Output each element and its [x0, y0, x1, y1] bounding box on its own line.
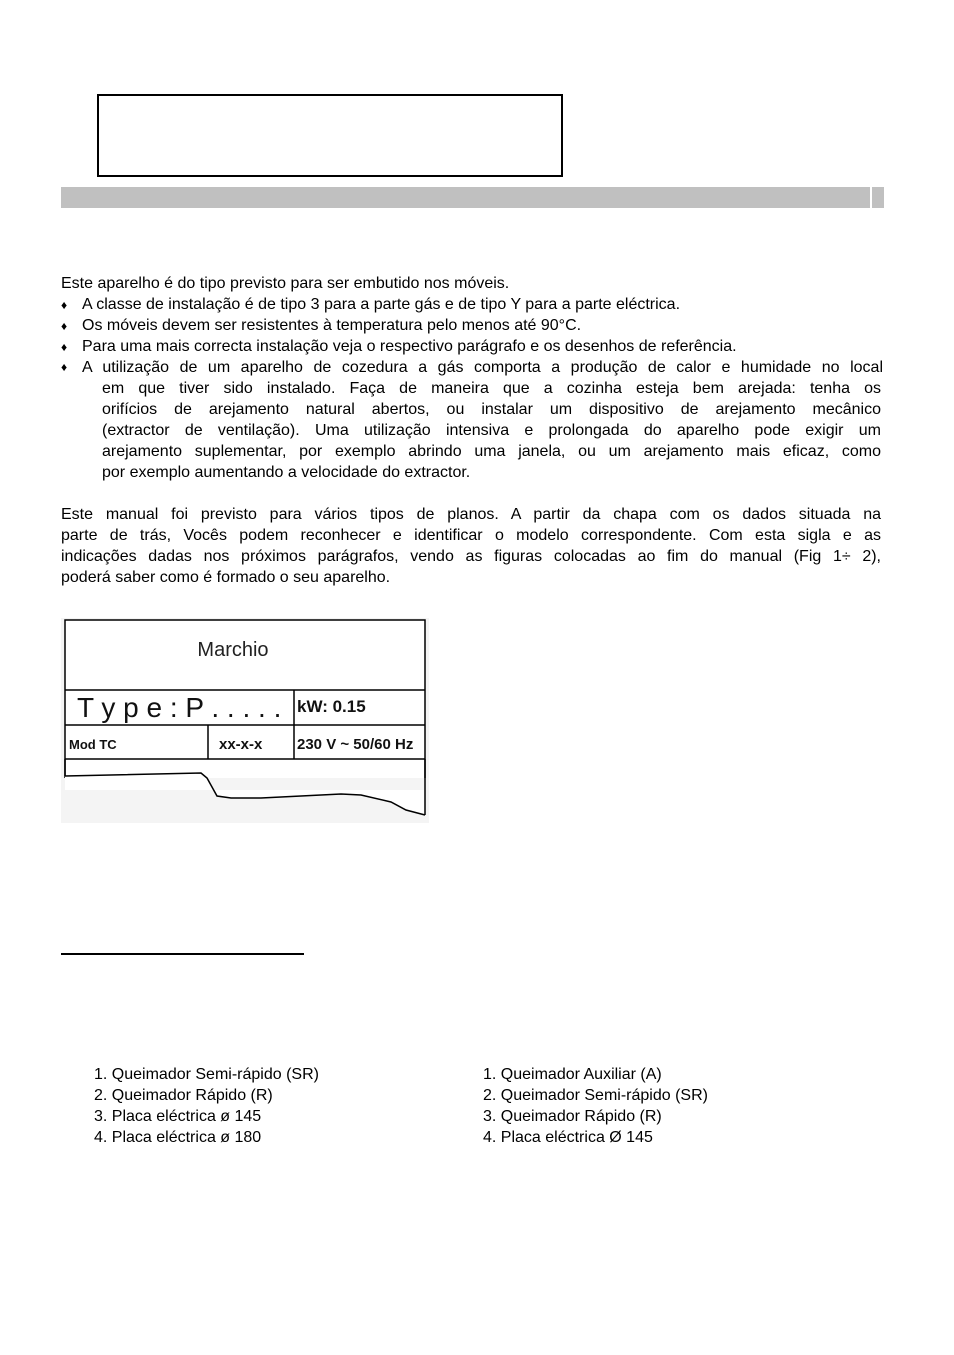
manual-paragraph-line: Este manual foi previsto para vários tipos de planos. A partir da chapa com os dados situada na — [61, 506, 881, 523]
diamond-bullet-icon: ♦ — [61, 319, 68, 333]
manual-paragraph-line: parte de trás, Vocês podem reconhecer e identificar o modelo correspondente. Com esta sigla e as — [61, 527, 881, 544]
list-item: 4. Placa eléctrica Ø 145 — [483, 1129, 653, 1146]
diamond-bullet-icon: ♦ — [61, 340, 68, 354]
section-underline — [61, 953, 304, 955]
bullet-text: A utilização de um aparelho de cozedura a gás comporta a produção de calor e humidade no local — [82, 359, 883, 376]
section-header-bar-notch — [870, 187, 872, 208]
bullet-item — [61, 336, 883, 358]
plate-voltage: 230 V ~ 50/60 Hz — [297, 736, 414, 753]
diamond-bullet-icon: ♦ — [61, 360, 68, 374]
bullet-continuation: em que tiver sido instalado. Faça de maneira que a cozinha esteja bem arejada: tenha os — [102, 380, 881, 397]
components-list-left — [94, 1064, 319, 1148]
bullet-item — [61, 357, 883, 378]
plate-model: Mod TC — [69, 737, 117, 752]
bullet-text: A classe de instalação é de tipo 3 para a parte gás e de tipo Y para a parte eléctrica. — [82, 296, 681, 313]
list-item: 1. Queimador Auxiliar (A) — [483, 1066, 662, 1083]
intro-line: Este aparelho é do tipo previsto para ser embutido nos móveis. — [61, 275, 510, 292]
rating-plate-figure — [61, 618, 429, 823]
manual-paragraph-line: indicações dadas nos próximos parágrafos, vendo as figuras colocadas ao fim do manual (Fig 1÷ 2), — [61, 548, 881, 565]
bullet-continuation: arejamento suplementar, por exemplo abrindo uma janela, ou um arejamento mais eficaz, como — [102, 443, 881, 460]
bullet-continuation: por exemplo aumentando a velocidade do extractor. — [102, 464, 471, 481]
bullet-item — [61, 294, 883, 316]
plate-code: xx-x-x — [219, 736, 263, 753]
bullet-continuation: (extractor de ventilação). Uma utilização intensiva e prolongada do aparelho pode exigir um — [102, 422, 881, 439]
list-item: 2. Queimador Semi-rápido (SR) — [483, 1087, 708, 1104]
manual-paragraph-line: poderá saber como é formado o seu aparelho. — [61, 569, 391, 586]
components-list-right — [483, 1064, 708, 1148]
bullet-item — [61, 315, 883, 337]
list-item: 4. Placa eléctrica ø 180 — [94, 1129, 262, 1146]
list-item: 3. Placa eléctrica ø 145 — [94, 1108, 262, 1125]
list-item: 1. Queimador Semi-rápido (SR) — [94, 1066, 319, 1083]
bullet-continuation: orifícios de arejamento natural abertos, ou instalar um dispositivo de arejamento mecânico — [102, 401, 881, 418]
plate-brand: Marchio — [197, 639, 269, 661]
bullet-text: Para uma mais correcta instalação veja o respectivo parágrafo e os desenhos de referência. — [82, 338, 737, 355]
title-box — [97, 94, 563, 177]
plate-type: T y p e : P . . . . . — [77, 692, 282, 723]
bullet-text: Os móveis devem ser resistentes à temperatura pelo menos até 90°C. — [82, 317, 582, 334]
section-header-bar — [61, 187, 884, 208]
list-item: 3. Queimador Rápido (R) — [483, 1108, 662, 1125]
list-item: 2. Queimador Rápido (R) — [94, 1087, 273, 1104]
plate-power: kW: 0.15 — [297, 697, 366, 716]
diamond-bullet-icon: ♦ — [61, 298, 68, 312]
